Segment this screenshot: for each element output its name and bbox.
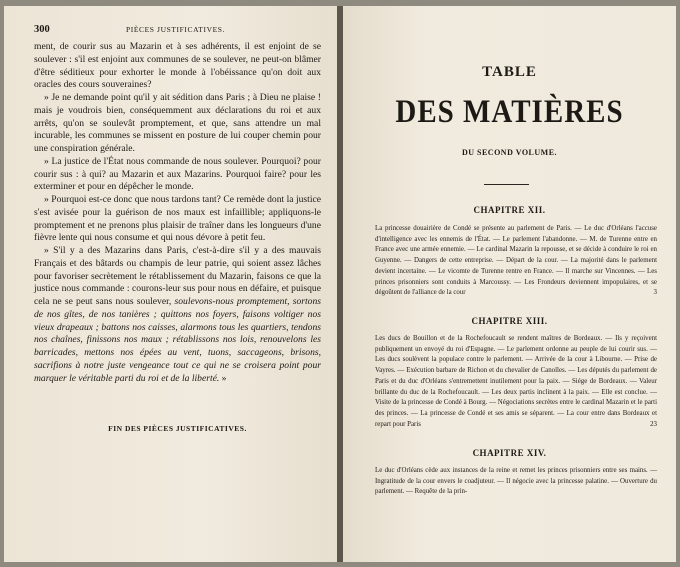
paragraph: » Je ne demande point qu'il y ait sédition dans Paris ; à Dieu ne plaise ! mais je voudrois bien, conséquemment aux déclarations du roi et aux arrêts, qu'on se soulevât promptement, et que, sans attendre un mal incurable, les communes se missent en posture de lui couper chemin pour une conspiration générale. bbox=[34, 92, 321, 154]
body-text bbox=[34, 41, 321, 385]
volume-label: DU SECOND VOLUME. bbox=[461, 148, 558, 157]
page-number: 300 bbox=[34, 24, 50, 35]
italic-passage: soulevons-nous promptement, sortons de nos gîtes, de nos tanières ; quittons nos foyers, faisons voltiger nos vieux drapeaux ; battons nos caisses, alarmons tous les quartiers, tendons nos chaînes, finissons nos maux ; rétablissons nos lois, renouvelons les barricades, mettons nos épées au vent, tuons, saccageons, brisons, sacrifions à notre juste vengeance tout ce qui ne se croisera point pour marquer le véritable parti du roi et de la liberté. bbox=[34, 296, 321, 384]
table-label: TABLE bbox=[482, 64, 537, 80]
paragraph-text: » S'il y a des Mazarins dans Paris, c'est-à-dire s'il y a des mauvais Français et des bâtards ou champis de leur patrie, qui soient assez lâches pour favoriser secrètement le rétablissement du Mazarin, faisons ce que la justice nous commande : courons-leur sus pour nous en défaire, et puisque cela ne se peut sans nous soulever, bbox=[34, 245, 321, 307]
chapter-heading: CHAPITRE XIII. bbox=[471, 316, 548, 326]
summary-text: La princesse douairière de Condé se présente au parlement de Paris. — Le duc d'Orléans l'accuse d'intelligence avec les ennemis de l'État. — Le parlement l'abandonne. — M. de Turenne entre en France avec une armée ennemie. — Le cardinal Mazarin la repousse, et se décide à conduire le roi en Guyenne. — Dangers de cette entreprise. — Départ de la cour. — La majorité dans le parlement devient incertaine. — Le vicomte de Turenne rentre en France. — Il marche sur Vincennes. — Les princes prisonniers sont conduits à Marcoussy. — Les Frondeurs deviennent impopulaires, et se dégoûtent de l'alliance de la cour bbox=[375, 225, 657, 297]
divider bbox=[484, 184, 529, 185]
page-reference: 3 bbox=[653, 289, 657, 297]
running-title: PIÈCES JUSTIFICATIVES. bbox=[125, 25, 226, 34]
page-title: DES MATIÈRES bbox=[395, 94, 624, 130]
summary-text: Les ducs de Bouillon et de la Rochefoucault se rendent maîtres de Bordeaux. — Ils y reçoivent publiquement un envoyé du roi d'Espagne. — Le parlement ordonne au peuple de lui courir sus. — Les ducs soulèvent la populace contre le parlement. — Arrivée de la cour à Libourne. — Prise de Vayres. — Exécution barbare de Richon et du chevalier de Canolles. — Les députés du parlement de Paris et du duc d'Orléans s'entremettent inutilement pour la paix. — Siége de Bordeaux. — Valeur brillante du duc de la Rochefoucault. — Les deux partis inclinent à la paix. — Elle est conclue. — Visite de la princesse de Condé à Bourg. — Négociations secrètes entre le cardinal Mazarin et le parti des princes. — La princesse de Condé et ses amis se séparent. — La cour entre dans Bordeaux et repart pour Paris bbox=[375, 335, 657, 428]
summary-text: Le duc d'Orléans cède aux instances de la reine et remet les princes prisonniers entre ses mains. — Ingratitude de la cour envers le coadjuteur. — Il négocie avec la princesse palatine. — Ouverture du parlement. — Requête de la prin- bbox=[375, 467, 657, 496]
end-note: FIN DES PIÈCES JUSTIFICATIVES. bbox=[108, 424, 247, 433]
paragraph: ment, de courir sus au Mazarin et à ses adhérents, il est enjoint de se soulever : s'il est enjoint aux communes de se soulever, ne peut-on blâmer d'être séditieux pour exhorter le monde à l'obéissance qu'on doit aux oracles des cours souveraines? bbox=[34, 41, 321, 91]
paragraph: » La justice de l'État nous commande de nous soulever. Pourquoi? pour courir sus : à qui? au Mazarin et aux Mazarins. Pourquoi faire? pour les exterminer et pour en dépêcher le monde. bbox=[34, 155, 321, 193]
right-page bbox=[343, 6, 676, 562]
chapter-summary bbox=[375, 334, 657, 430]
chapter-heading: CHAPITRE XIV. bbox=[472, 448, 547, 458]
page-reference: 23 bbox=[650, 420, 657, 428]
chapter-heading: CHAPITRE XII. bbox=[473, 205, 546, 215]
running-head bbox=[34, 24, 317, 36]
paragraph bbox=[34, 245, 321, 385]
chapter-summary bbox=[375, 224, 657, 299]
chapter-summary bbox=[375, 466, 657, 498]
paragraph: » Pourquoi est-ce donc que nous tardons tant? Ce remède dont la justice s'est avisée pour la guérison de nos maux est infaillible; appliquons-le promptement et ne prenons plus plaisir de traîner dans les longueurs d'une fièvre lente qui nous consume et qui nous dévore à petit feu. bbox=[34, 194, 321, 244]
left-page bbox=[4, 6, 337, 562]
closing-quote: » bbox=[219, 372, 227, 384]
